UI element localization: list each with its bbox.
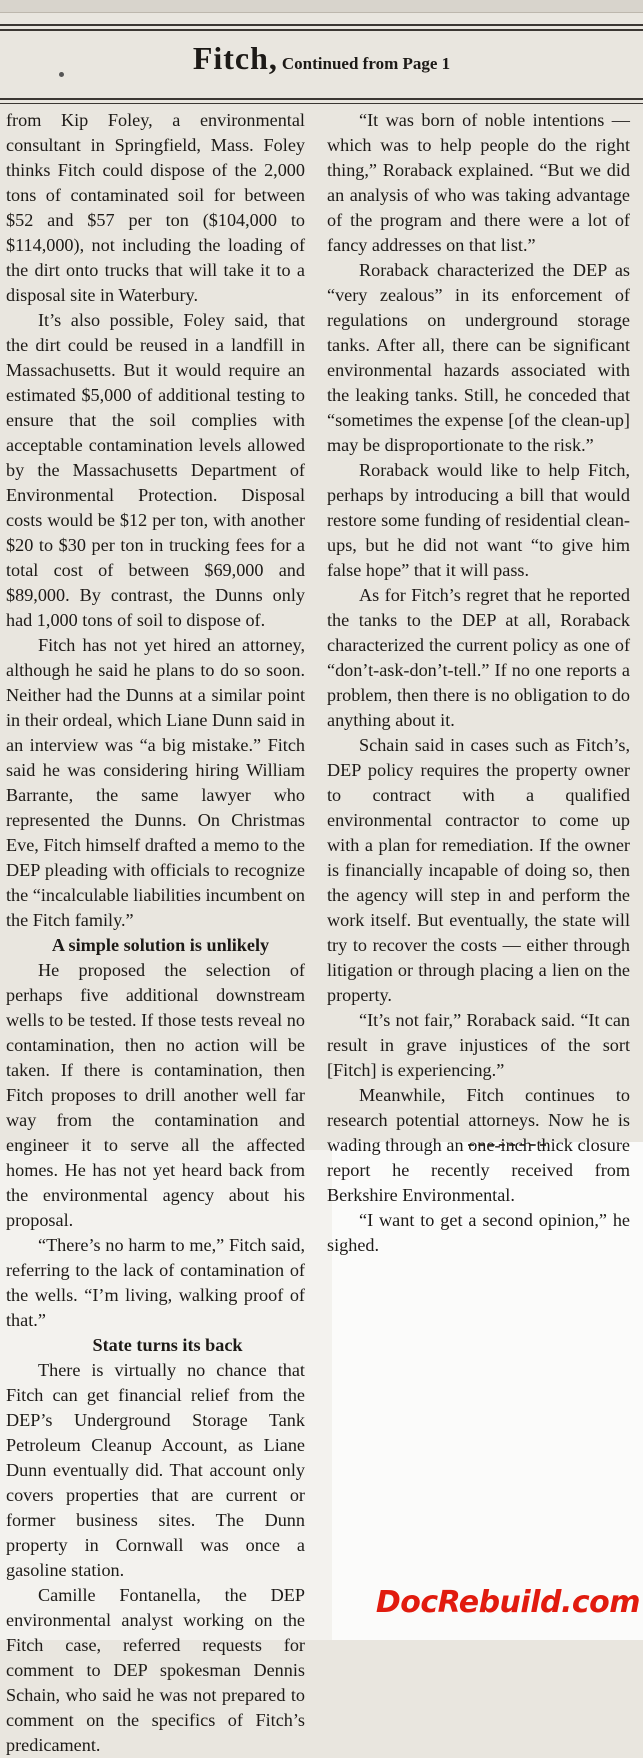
paragraph: “There’s no harm to me,” Fitch said, referring to the lack of contamination of the wells. “I’m living, walking proof of that.” xyxy=(6,1235,305,1330)
paragraph: He proposed the selection of perhaps five additional downstream wells to be tested. If those tests reveal no contamination, then no action will be taken. If there is contamination, then Fitch proposes to drill another well far way from the contamination and engineer it to serve all the affected homes. He has not yet heard back from the environmental agency about his proposal. xyxy=(6,960,305,1230)
left-column xyxy=(6,108,305,1758)
subheading: A simple solution is unlikely xyxy=(51,935,270,955)
subheading: State turns its back xyxy=(92,1335,243,1355)
header-rule-bottom xyxy=(0,98,643,100)
header-rule-bottom-thin xyxy=(0,103,643,104)
paragraph: Camille Fontanella, the DEP environmental analyst working on the Fitch case, referred requests for comment to DEP spokesman Dennis Schain, who said he was not prepared to comment on the specifics of Fitch’s predicament. xyxy=(6,1585,305,1755)
scan-top-edge xyxy=(0,0,643,13)
paragraph: There is virtually no chance that Fitch can get financial relief from the DEP’s Underground Storage Tank Petroleum Cleanup Account, as Liane Dunn eventually did. That account only covers properties that are current or former business sites. The Dunn property in Cornwall was once a gasoline station. xyxy=(6,1360,305,1580)
watermark-logo: DocRebuild.com xyxy=(375,1585,640,1620)
paragraph: “I want to get a second opinion,” he sighed. xyxy=(327,1210,630,1255)
article-header xyxy=(0,40,643,90)
paragraph: from Kip Foley, a environmental consultant in Springfield, Mass. Foley thinks Fitch could dispose of the 2,000 tons of contaminated soil for between $52 and $57 per ton ($104,000 to $114,000), not including the loading of the dirt onto trucks that will take it to a disposal site in Waterbury. xyxy=(6,110,305,305)
paragraph: Roraback characterized the DEP as “very zealous” in its enforcement of regulations on underground storage tanks. After all, there can be significant environmental hazards associated with the leaking tanks. Still, he conceded that “sometimes the expense [of the clean-up] may be disproportionate to the risk.” xyxy=(327,260,630,455)
header-rule-top xyxy=(0,24,643,26)
paragraph: As for Fitch’s regret that he reported the tanks to the DEP at all, Roraback characterized the current policy as one of “don’t-ask-don’t-tell.” If no one reports a problem, then there is no obligation to do anything about it. xyxy=(327,585,630,730)
paragraph: Roraback would like to help Fitch, perhaps by introducing a bill that would restore some funding of residential clean-ups, but he did not want “to give him false hope” that it will pass. xyxy=(327,460,630,580)
continued-label: Continued from Page 1 xyxy=(281,54,451,73)
article-title: Fitch, xyxy=(192,40,278,76)
paragraph: Fitch has not yet hired an attorney, although he said he plans to do so soon. Neither had the Dunns at a similar point in their ordeal, which Liane Dunn said in an interview was “a big mistake.” Fitch said he was considering hiring William Barrante, the same lawyer who represented the Dunns. On Christmas Eve, Fitch himself drafted a memo to the DEP pleading with officials to recognize the “incalculable liabilities incumbent on the Fitch family.” xyxy=(6,635,306,930)
paragraph: Schain said in cases such as Fitch’s, DEP policy requires the property owner to contract with a qualified environmental contractor to come up with a plan for remediation. If the owner is financially incapable of doing so, then the agency will step in and perform the work itself. But eventually, the state will try to recover the costs — either through litigation or through placing a lien on the property. xyxy=(327,735,630,1005)
paragraph: Meanwhile, Fitch continues to research potential attorneys. Now he is wading through an one-inch thick closure report he recently received from Berkshire Environmental. xyxy=(327,1085,630,1205)
right-column xyxy=(327,108,630,1258)
paragraph: “It was born of noble intentions — which was to help people do the right thing,” Roraback explained. “But we did an analysis of who was taking advantage of the program and there were a lot of fancy addresses on that list.” xyxy=(327,110,630,255)
paragraph: “It’s not fair,” Roraback said. “It can result in grave injustices of the sort [Fitch] is experiencing.” xyxy=(327,1010,630,1080)
paragraph: It’s also possible, Foley said, that the dirt could be reused in a landfill in Massachusetts. But it would require an estimated $5,000 of additional testing to ensure that the soil complies with acceptable contamination levels allowed by the Massachusetts Department of Environmental Protection. Disposal costs would be $12 per ton, with another $20 to $30 per ton in trucking fees for a total cost of between $69,000 and $89,000. By contrast, the Dunns only had 1,000 tons of soil to dispose of. xyxy=(6,310,305,630)
header-rule-top-thin xyxy=(0,29,643,31)
